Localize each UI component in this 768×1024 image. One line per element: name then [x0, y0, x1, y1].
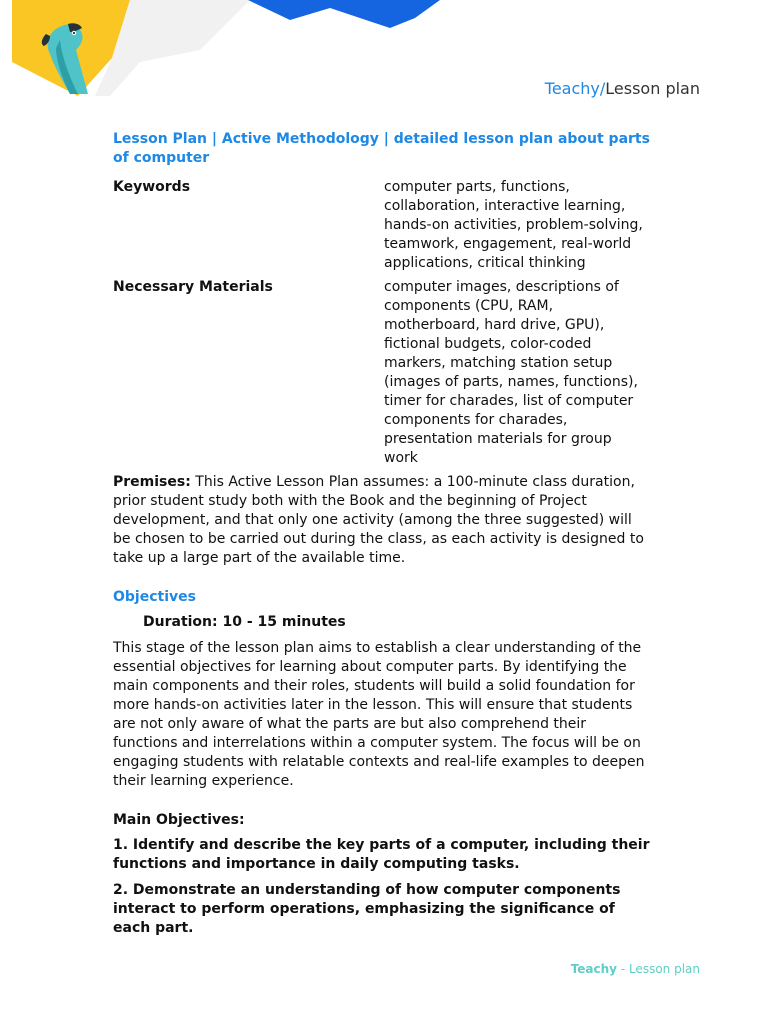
meta-label: Keywords [113, 179, 191, 195]
premises-label: Premises: [113, 474, 191, 490]
document-content [113, 130, 653, 945]
meta-label: Necessary Materials [113, 279, 273, 295]
objective-item: 1. Identify and describe the key parts of a computer, including their functions and importance in daily computing tasks. [113, 837, 650, 872]
footer-doc-type: - Lesson plan [617, 962, 700, 976]
objectives-duration: Duration: 10 - 15 minutes [143, 614, 346, 630]
premises-paragraph [113, 473, 653, 568]
objectives-heading: Objectives [113, 589, 196, 605]
footer-brand: Teachy [570, 962, 617, 976]
objective-item: 2. Demonstrate an understanding of how computer components interact to perform operations, emphasizing the significance of each part. [113, 882, 621, 936]
brand-header [545, 79, 700, 98]
premises-text: This Active Lesson Plan assumes: a 100-minute class duration, prior student study both with the Book and the beginning of Project development, and that only one activity (among the three suggested) will be chosen to be carried out during the class, as each activity is designed to take up a large part of the available time. [113, 474, 644, 566]
main-objectives-heading: Main Objectives: [113, 812, 245, 828]
meta-value: computer parts, functions, collaboration, interactive learning, hands-on activities, problem-solving, teamwork, engagement, real-world applications, critical thinking [384, 179, 643, 271]
brand-doc-type: Lesson plan [605, 79, 700, 98]
page-footer [571, 962, 700, 976]
meta-row-materials [113, 278, 653, 468]
document-title: Lesson Plan | Active Methodology | detailed lesson plan about parts of computer [113, 131, 650, 166]
objectives-description: This stage of the lesson plan aims to establish a clear understanding of the essential objectives for learning about computer parts. By identifying the main components and their roles, students will build a solid foundation for more hands-on activities later in the lesson. This will ensure that students are not only aware of what the parts are but also comprehend their functions and interrelations within a computer system. The focus will be on engaging students with relatable contexts and real-life examples to deepen their learning experience. [113, 640, 645, 789]
brand-separator: / [599, 79, 606, 98]
meta-value: computer images, descriptions of components (CPU, RAM, motherboard, hard drive, GPU), fictional budgets, color-coded markers, matching station setup (images of parts, names, functions), timer for charades, list of computer components for charades, presentation materials for group work [384, 279, 638, 466]
meta-row-keywords [113, 178, 653, 273]
brand-name: Teachy [544, 79, 600, 98]
